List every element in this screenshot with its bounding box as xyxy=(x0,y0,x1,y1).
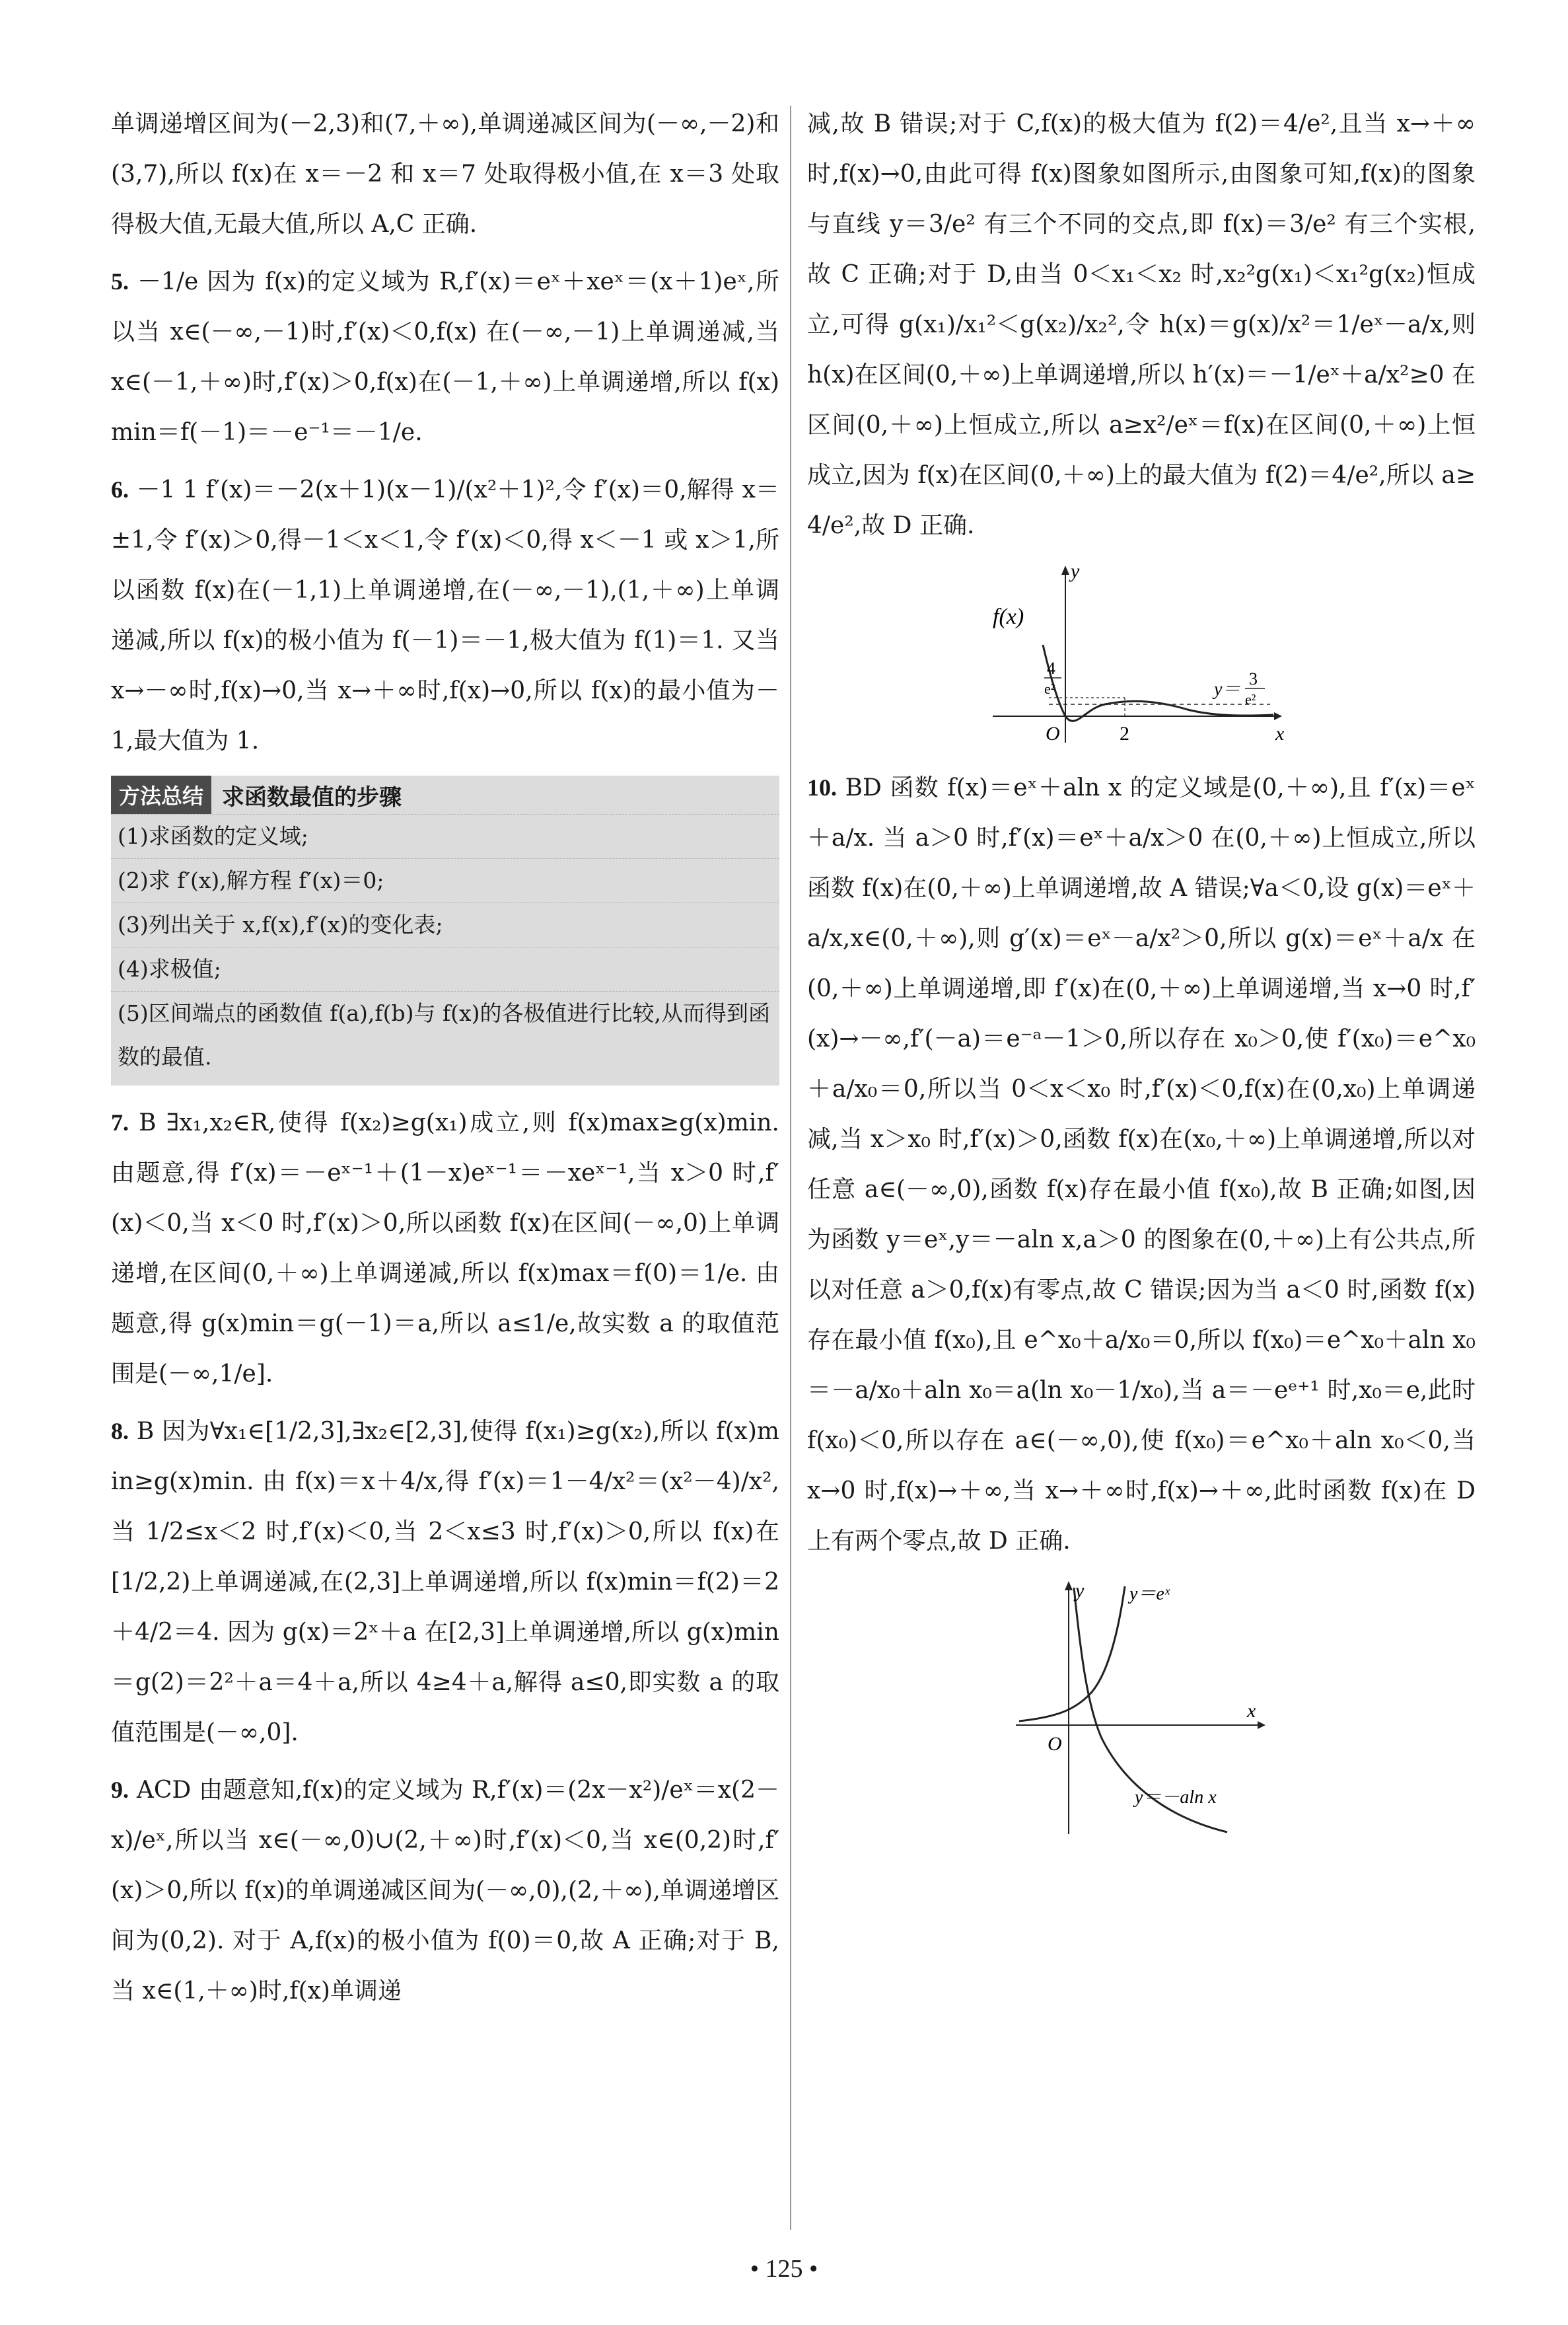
method-summary-badge: 方法总结 xyxy=(111,776,211,814)
method-step: (2)求 f′(x),解方程 f′(x)＝0; xyxy=(111,858,779,903)
method-step: (3)列出关于 x,f(x),f′(x)的变化表; xyxy=(111,903,779,947)
x-axis-arrow xyxy=(1274,712,1282,720)
solution-text: BD 函数 f(x)＝eˣ＋aln x 的定义域是(0,＋∞),且 f′(x)＝eˣ＋a/x. 当 a＞0 时,f′(x)＝eˣ＋a/x＞0 在(0,＋∞)上恒成立,所以函数 f(x)在(0,＋∞)上单调递增,故 A 错误;∀a＜0,设 g(x)＝eˣ＋a/x,x∈(0,＋∞),则 g′(x)＝eˣ－a/x²＞0,所以 g(x)＝eˣ＋a/x 在(0,＋∞)上单调递增,即 f′(x)在(0,＋∞)上单调递增,当 x→0 时,f′(x)→－∞,f′(－a)＝e⁻ᵃ－1＞0,所以存在 x₀＞0,使 f′(x₀)＝e^x₀＋a/x₀＝0,所以当 0＜x＜x₀ 时,f′(x)＜0,f(x)在(0,x₀)上单调递减,当 x＞x₀ 时,f′(x)＞0,函数 f(x)在(x₀,＋∞)上单调递增,所以对任意 a∈(－∞,0),函数 f(x)存在最小值 f(x₀),故 B 正确;如图,因为函数 y＝eˣ,y＝－aln x,a＞0 的图象在(0,＋∞)上有公共点,所以对任意 a＞0,f(x)有零点,故 C 错误;因为当 a＜0 时,函数 f(x)存在最小值 f(x₀),且 e^x₀＋a/x₀＝0,所以 f(x₀)＝e^x₀＋aln x₀＝－a/x₀＋aln x₀＝a(ln x₀－1/x₀),当 a＝－eᵉ⁺¹ 时,x₀＝e,此时 f(x₀)＜0,所以存在 a∈(－∞,0),使 f(x₀)＝e^x₀＋aln x₀＜0,当 x→0 时,f(x)→＋∞,当 x→＋∞时,f(x)→＋∞,此时函数 f(x)在 D 上有两个零点,故 D 正确. xyxy=(807,774,1476,1555)
solution-6 xyxy=(111,464,779,766)
y-axis-label: y xyxy=(1071,560,1080,582)
line-label-numerator: 3 xyxy=(1249,669,1258,688)
x-axis-label: x xyxy=(1247,1700,1256,1722)
left-column xyxy=(111,99,779,2023)
origin-label: O xyxy=(1046,723,1060,745)
peak-value-numerator: 4 xyxy=(1047,659,1055,678)
method-summary-title: 求函数最值的步骤 xyxy=(222,784,402,811)
solution-7 xyxy=(111,1097,779,1399)
solution-10 xyxy=(807,762,1476,1567)
y-axis-label: y xyxy=(1075,1580,1085,1602)
column-divider xyxy=(790,106,791,2230)
peak-value-denominator: e² xyxy=(1044,681,1055,697)
question-number: 9. xyxy=(111,1777,129,1803)
exp-curve xyxy=(1019,1586,1125,1721)
right-column xyxy=(807,99,1476,1851)
line-label-denominator: e² xyxy=(1245,691,1256,708)
solution-8 xyxy=(111,1406,779,1758)
method-summary-header xyxy=(111,776,779,814)
origin-label: O xyxy=(1048,1733,1062,1755)
question-number: 8. xyxy=(111,1418,129,1444)
page-number: • 125 • xyxy=(750,2255,818,2283)
method-summary-box xyxy=(111,776,779,1086)
exp-curve-label: y＝eˣ xyxy=(1129,1584,1170,1604)
method-step: (5)区间端点的函数值 f(a),f(b)与 f(x)的各极值进行比较,从而得到函数的最值. xyxy=(111,991,779,1079)
x-axis-label: x xyxy=(1275,723,1285,745)
solution-9-continued: 减,故 B 错误;对于 C,f(x)的极大值为 f(2)＝4/e²,且当 x→＋∞时,f(x)→0,由此可得 f(x)图象如图所示,由图象可知,f(x)的图象与直线 y＝3/e² 有三个不同的交点,即 f(x)＝3/e² 有三个实根,故 C 正确;对于 D,由当 0＜x₁＜x₂ 时,x₂²g(x₁)＜x₁²g(x₂)恒成立,可得 g(x₁)/x₁²＜g(x₂)/x₂²,令 h(x)＝g(x)/x²＝1/eˣ－a/x,则 h(x)在区间(0,＋∞)上单调递增,所以 h′(x)＝－1/eˣ＋a/x²≥0 在区间(0,＋∞)上恒成立,所以 a≥x²/eˣ＝f(x)在区间(0,＋∞)上恒成立,因为 f(x)在区间(0,＋∞)上的最大值为 f(2)＝4/e²,所以 a≥4/e²,故 D 正确. xyxy=(807,110,1476,539)
question-number: 5. xyxy=(111,268,129,295)
line-label-prefix: y＝ xyxy=(1214,679,1241,700)
solution-text: －1 1 f′(x)＝－2(x＋1)(x－1)/(x²＋1)²,令 f′(x)＝0,解得 x＝±1,令 f′(x)＞0,得－1＜x＜1,令 f′(x)＜0,得 x＜－1 或 x＞1,所以函数 f(x)在(－1,1)上单调递增,在(－∞,－1),(1,＋∞)上单调递减,所以 f(x)的极小值为 f(－1)＝－1,极大值为 f(1)＝1. 又当 x→－∞时,f(x)→0,当 x→＋∞时,f(x)→0,所以 f(x)的最小值为－1,最大值为 1. xyxy=(111,476,779,755)
method-step: (1)求函数的定义域; xyxy=(111,814,779,858)
solution-5 xyxy=(111,256,779,458)
figure-exp-log-graph xyxy=(1003,1573,1280,1837)
question-number: 6. xyxy=(111,476,129,503)
x-axis-arrow xyxy=(1258,1721,1265,1729)
solution-text: B 因为∀x₁∈[1/2,3],∃x₂∈[2,3],使得 f(x₁)≥g(x₂),所以 f(x)min≥g(x)min. 由 f(x)＝x＋4/x,得 f′(x)＝1－4/x²＝(x²－4)/x²,当 1/2≤x＜2 时,f′(x)＜0,当 2＜x≤3 时,f′(x)＞0,所以 f(x)在[1/2,2)上单调递减,在(2,3]上单调递增,所以 f(x)min＝f(2)＝2＋4/2＝4. 因为 g(x)＝2ˣ＋a 在[2,3]上单调递增,所以 g(x)min＝g(2)＝2²＋a＝4＋a,所以 4≥4＋a,解得 a≤0,即实数 a 的取值范围是(－∞,0]. xyxy=(111,1418,780,1746)
solution-9 xyxy=(111,1765,779,2016)
fx-label: f(x) xyxy=(993,605,1024,629)
y-axis-arrow xyxy=(1065,1581,1073,1590)
figure-fx-graph xyxy=(986,558,1297,749)
paragraph-intro: 单调递增区间为(－2,3)和(7,＋∞),单调递减区间为(－∞,－2)和(3,7),所以 f(x)在 x＝－2 和 x＝7 处取得极小值,在 x＝3 处取得极大值,无最大值,所以 A,C 正确. xyxy=(111,110,779,238)
question-number: 10. xyxy=(807,774,837,801)
solution-text: ACD 由题意知,f(x)的定义域为 R,f′(x)＝(2x－x²)/eˣ＝x(2－x)/eˣ,所以当 x∈(－∞,0)∪(2,＋∞)时,f′(x)＜0,当 x∈(0,2)时,f′(x)＞0,所以 f(x)的单调递减区间为(－∞,0),(2,＋∞),单调递增区间为(0,2). 对于 A,f(x)的极小值为 f(0)＝0,故 A 正确;对于 B,当 x∈(1,＋∞)时,f(x)单调递 xyxy=(111,1777,779,2005)
question-number: 7. xyxy=(111,1109,129,1136)
method-step: (4)求极值; xyxy=(111,947,779,991)
tick-2-label: 2 xyxy=(1120,723,1129,745)
y-axis-arrow xyxy=(1061,566,1069,575)
log-curve-label: y＝－aln x xyxy=(1135,1787,1217,1808)
solution-text: B ∃x₁,x₂∈R,使得 f(x₂)≥g(x₁)成立,则 f(x)max≥g(x)min. 由题意,得 f′(x)＝－eˣ⁻¹＋(1－x)eˣ⁻¹＝－xeˣ⁻¹,当 x＞0 时,f′(x)＜0,当 x＜0 时,f′(x)＞0,所以函数 f(x)在区间(－∞,0)上单调递增,在区间(0,＋∞)上单调递减,所以 f(x)max＝f(0)＝1/e. 由题意,得 g(x)min＝g(－1)＝a,所以 a≤1/e,故实数 a 的取值范围是(－∞,1/e]. xyxy=(111,1109,779,1387)
solution-text: －1/e 因为 f(x)的定义域为 R,f′(x)＝eˣ＋xeˣ＝(x＋1)eˣ,所以当 x∈(－∞,－1)时,f′(x)＜0,f(x) 在(－∞,－1)上单调递减,当 x∈(－1,＋∞)时,f′(x)＞0,f(x)在(－1,＋∞)上单调递增,所以 f(x)min＝f(－1)＝－e⁻¹＝－1/e. xyxy=(111,268,779,446)
